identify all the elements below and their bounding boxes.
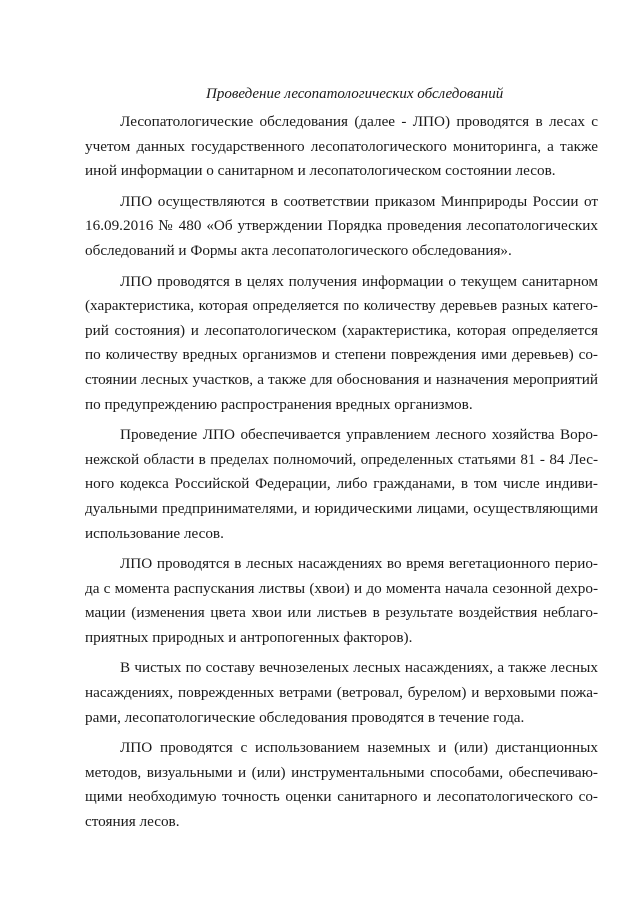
paragraph-line: нежской области в пределах полномочий, определенных статьями 81 - 84 Лес- <box>85 450 598 468</box>
document-heading: Проведение лесопатологических обследований <box>206 86 504 102</box>
paragraph <box>85 190 598 264</box>
paragraph <box>85 552 598 650</box>
paragraph-line: Лесопатологические обследования (далее - ЛПО) проводятся в лесах с <box>120 113 598 130</box>
paragraph-line: дуальными предпринимателями, и юридическими лицами, осуществляющими <box>85 499 598 517</box>
paragraph-line: ЛПО проводятся в лесных насаждениях во время вегетационного перио- <box>120 555 598 573</box>
paragraph-line: иной информации о санитарном и лесопатологическом состоянии лесов. <box>85 162 556 180</box>
paragraph-line: ЛПО проводятся в целях получения информации о текущем санитарном <box>120 272 598 290</box>
paragraph-line: да с момента распускания листвы (хвои) и до момента начала сезонной дехро- <box>85 579 598 597</box>
paragraph-line: В чистых по составу вечнозеленых лесных насаждениях, а также лесных <box>120 659 598 677</box>
paragraph-line: стоянии лесных участков, а также для обоснования и назначения мероприятий <box>85 370 598 388</box>
paragraph <box>85 736 598 834</box>
paragraph-line: (характеристика, которая определяется по количеству деревьев разных катего- <box>85 297 598 315</box>
paragraph <box>85 656 598 730</box>
paragraph <box>85 270 598 418</box>
paragraph <box>85 110 598 184</box>
paragraph-line: по предупреждению распространения вредных организмов. <box>85 395 473 413</box>
paragraph-line: насаждениях, поврежденных ветрами (ветровал, бурелом) и верховыми пожа- <box>85 684 598 702</box>
paragraph-line: стояния лесов. <box>85 813 180 831</box>
document-body <box>85 110 598 835</box>
paragraph-line: по количеству вредных организмов и степени повреждения ими деревьев) со- <box>85 346 598 364</box>
paragraph-line: ЛПО осуществляются в соответствии приказом Минприроды России от <box>120 192 598 210</box>
paragraph-line: рами, лесопатологические обследования проводятся в течение года. <box>85 708 525 726</box>
paragraph-line: 16.09.2016 № 480 «Об утверждении Порядка проведения лесопатологических <box>85 217 598 235</box>
paragraph-line: использование лесов. <box>85 524 224 542</box>
paragraph-line: ЛПО проводятся с использованием наземных и (или) дистанционных <box>120 739 598 757</box>
paragraph-line: приятных природных и антропогенных факторов). <box>85 628 413 646</box>
paragraph-line: Проведение ЛПО обеспечивается управлением лесного хозяйства Воро- <box>120 426 598 444</box>
paragraph-line: методов, визуальными и (или) инструментальными способами, обеспечиваю- <box>85 763 598 781</box>
paragraph-line: щими необходимую точность оценки санитарного и лесопатологического со- <box>85 788 598 806</box>
document-page <box>85 84 598 841</box>
paragraph-line: рий состояния) и лесопатологическом (характеристика, которая определяется <box>85 321 598 339</box>
paragraph-line: мации (изменения цвета хвои или листьев в результате воздействия неблаго- <box>85 604 598 622</box>
paragraph-line: обследований и Формы акта лесопатологического обследования». <box>85 241 512 259</box>
paragraph <box>85 423 598 546</box>
paragraph-line: ного кодекса Российской Федерации, либо гражданами, в том числе индиви- <box>85 475 598 493</box>
paragraph-line: учетом данных государственного лесопатологического мониторинга, а также <box>85 137 598 155</box>
